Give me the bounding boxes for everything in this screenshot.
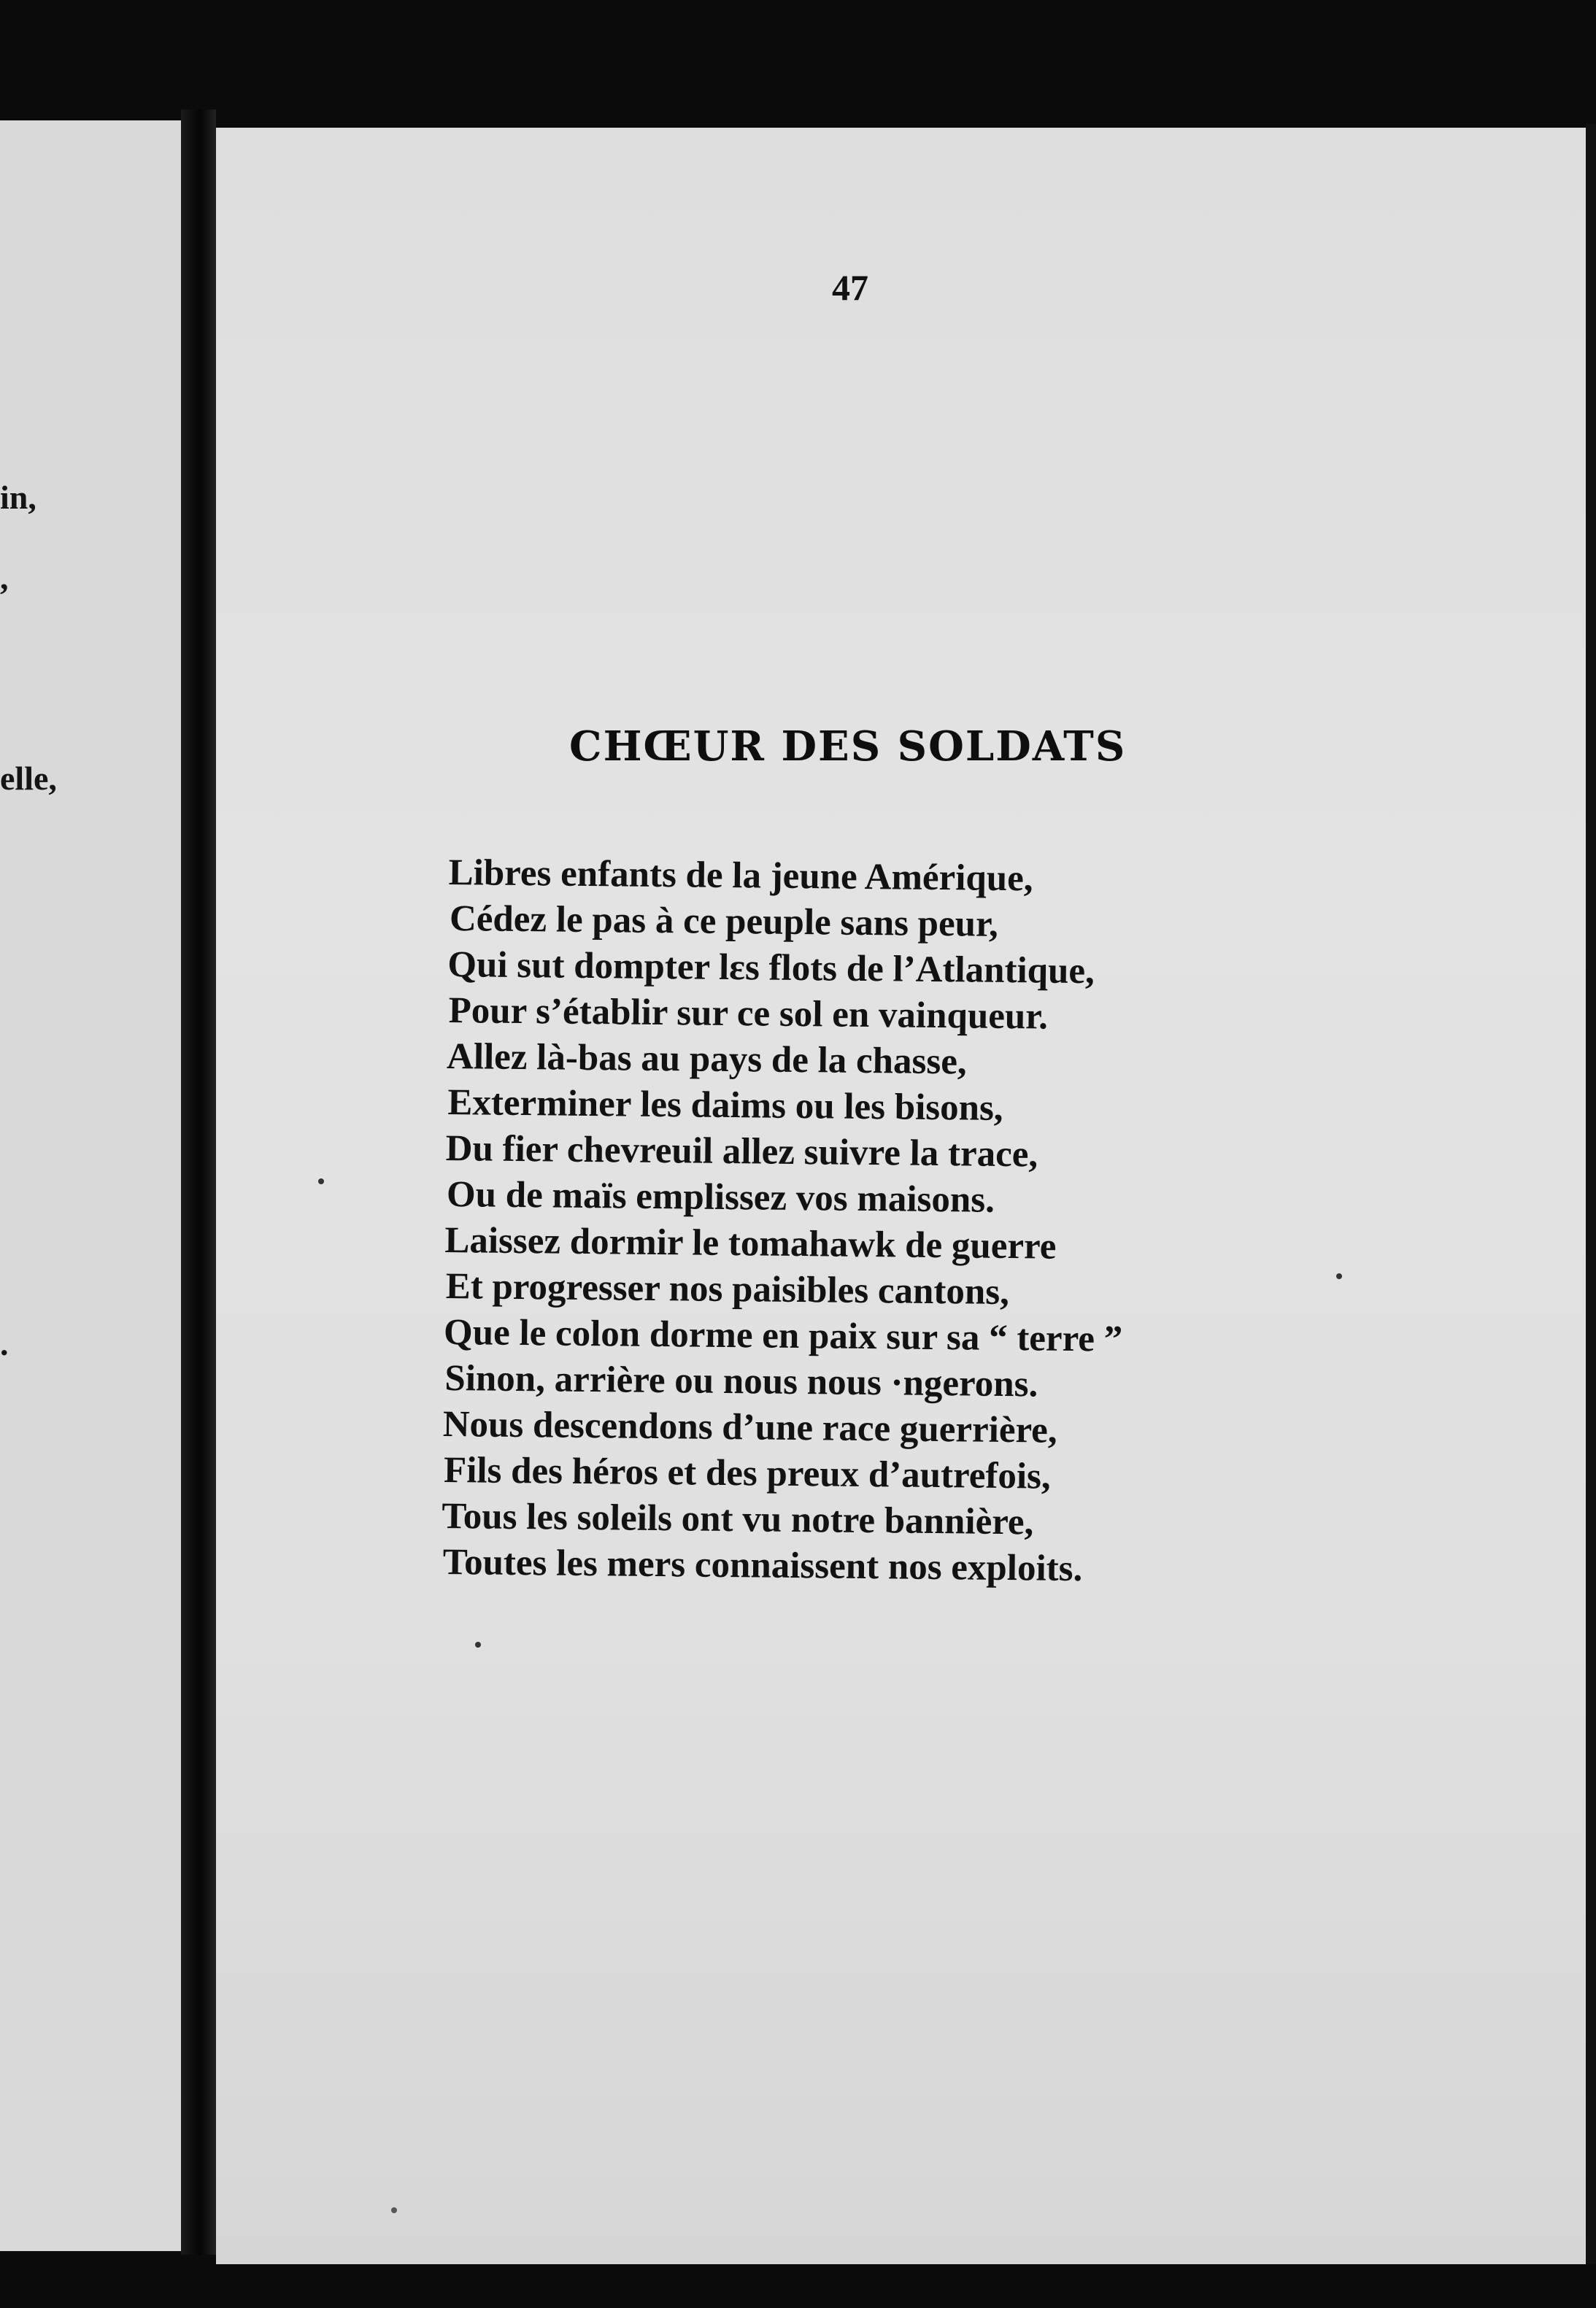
book-gutter [181,109,216,2255]
dust-speck [1336,1273,1342,1279]
poem-line: Et progresser nos paisibles cantons, [445,1265,1010,1313]
dust-speck [391,2207,397,2213]
poem-line: Laissez dormir le tomahawk de guerre [444,1219,1057,1267]
poem-line: Ou de maïs emplissez vos maisons. [446,1173,995,1221]
poem-line: Nous descendons d’une race guerrière, [442,1403,1057,1451]
poem-line: Cédez le pas à ce peuple sans peur, [449,898,999,945]
poem-line: Pour s’établir sur ce sol en vainqueur. [448,990,1049,1038]
poem-line: Qui sut dompter lεs flots de l’Atlantique, [447,943,1095,992]
poem-line: Du fier chevreuil allez suivre la trace, [445,1127,1038,1176]
poem-line: Sinon, arrière ou nous nous ·ngerons. [444,1357,1038,1405]
poem-line: Que le colon dorme en paix sur sa “ terre ” [443,1311,1123,1360]
left-page-fragment: in, [0,479,36,516]
poem-line: Allez là-bas au pays de la chasse, [446,1035,967,1083]
page-number: 47 [832,267,868,308]
scan-border [0,2264,1596,2308]
page-edge-shadow [1586,124,1596,2284]
poem-line: Fils des héros et des preux d’autrefois, [443,1449,1051,1497]
poem-title: CHŒUR DES SOLDATS [569,722,1127,771]
dust-speck [318,1178,324,1184]
dust-speck [475,1642,481,1648]
poem-stanza [441,850,1127,1593]
poem-line: Tous les soleils ont vu notre bannière, [442,1495,1034,1543]
left-page-fragment: . [0,1325,9,1362]
poem-line: Toutes les mers connaissent nos exploits. [442,1541,1083,1590]
left-page-fragment: , [0,559,9,596]
previous-page-fragment [0,120,181,2251]
left-page-fragment: elle, [0,760,57,797]
poem-line: Exterminer les daims ou les bisons, [447,1082,1003,1129]
poem-line: Libres enfants de la jeune Amérique, [448,852,1033,900]
